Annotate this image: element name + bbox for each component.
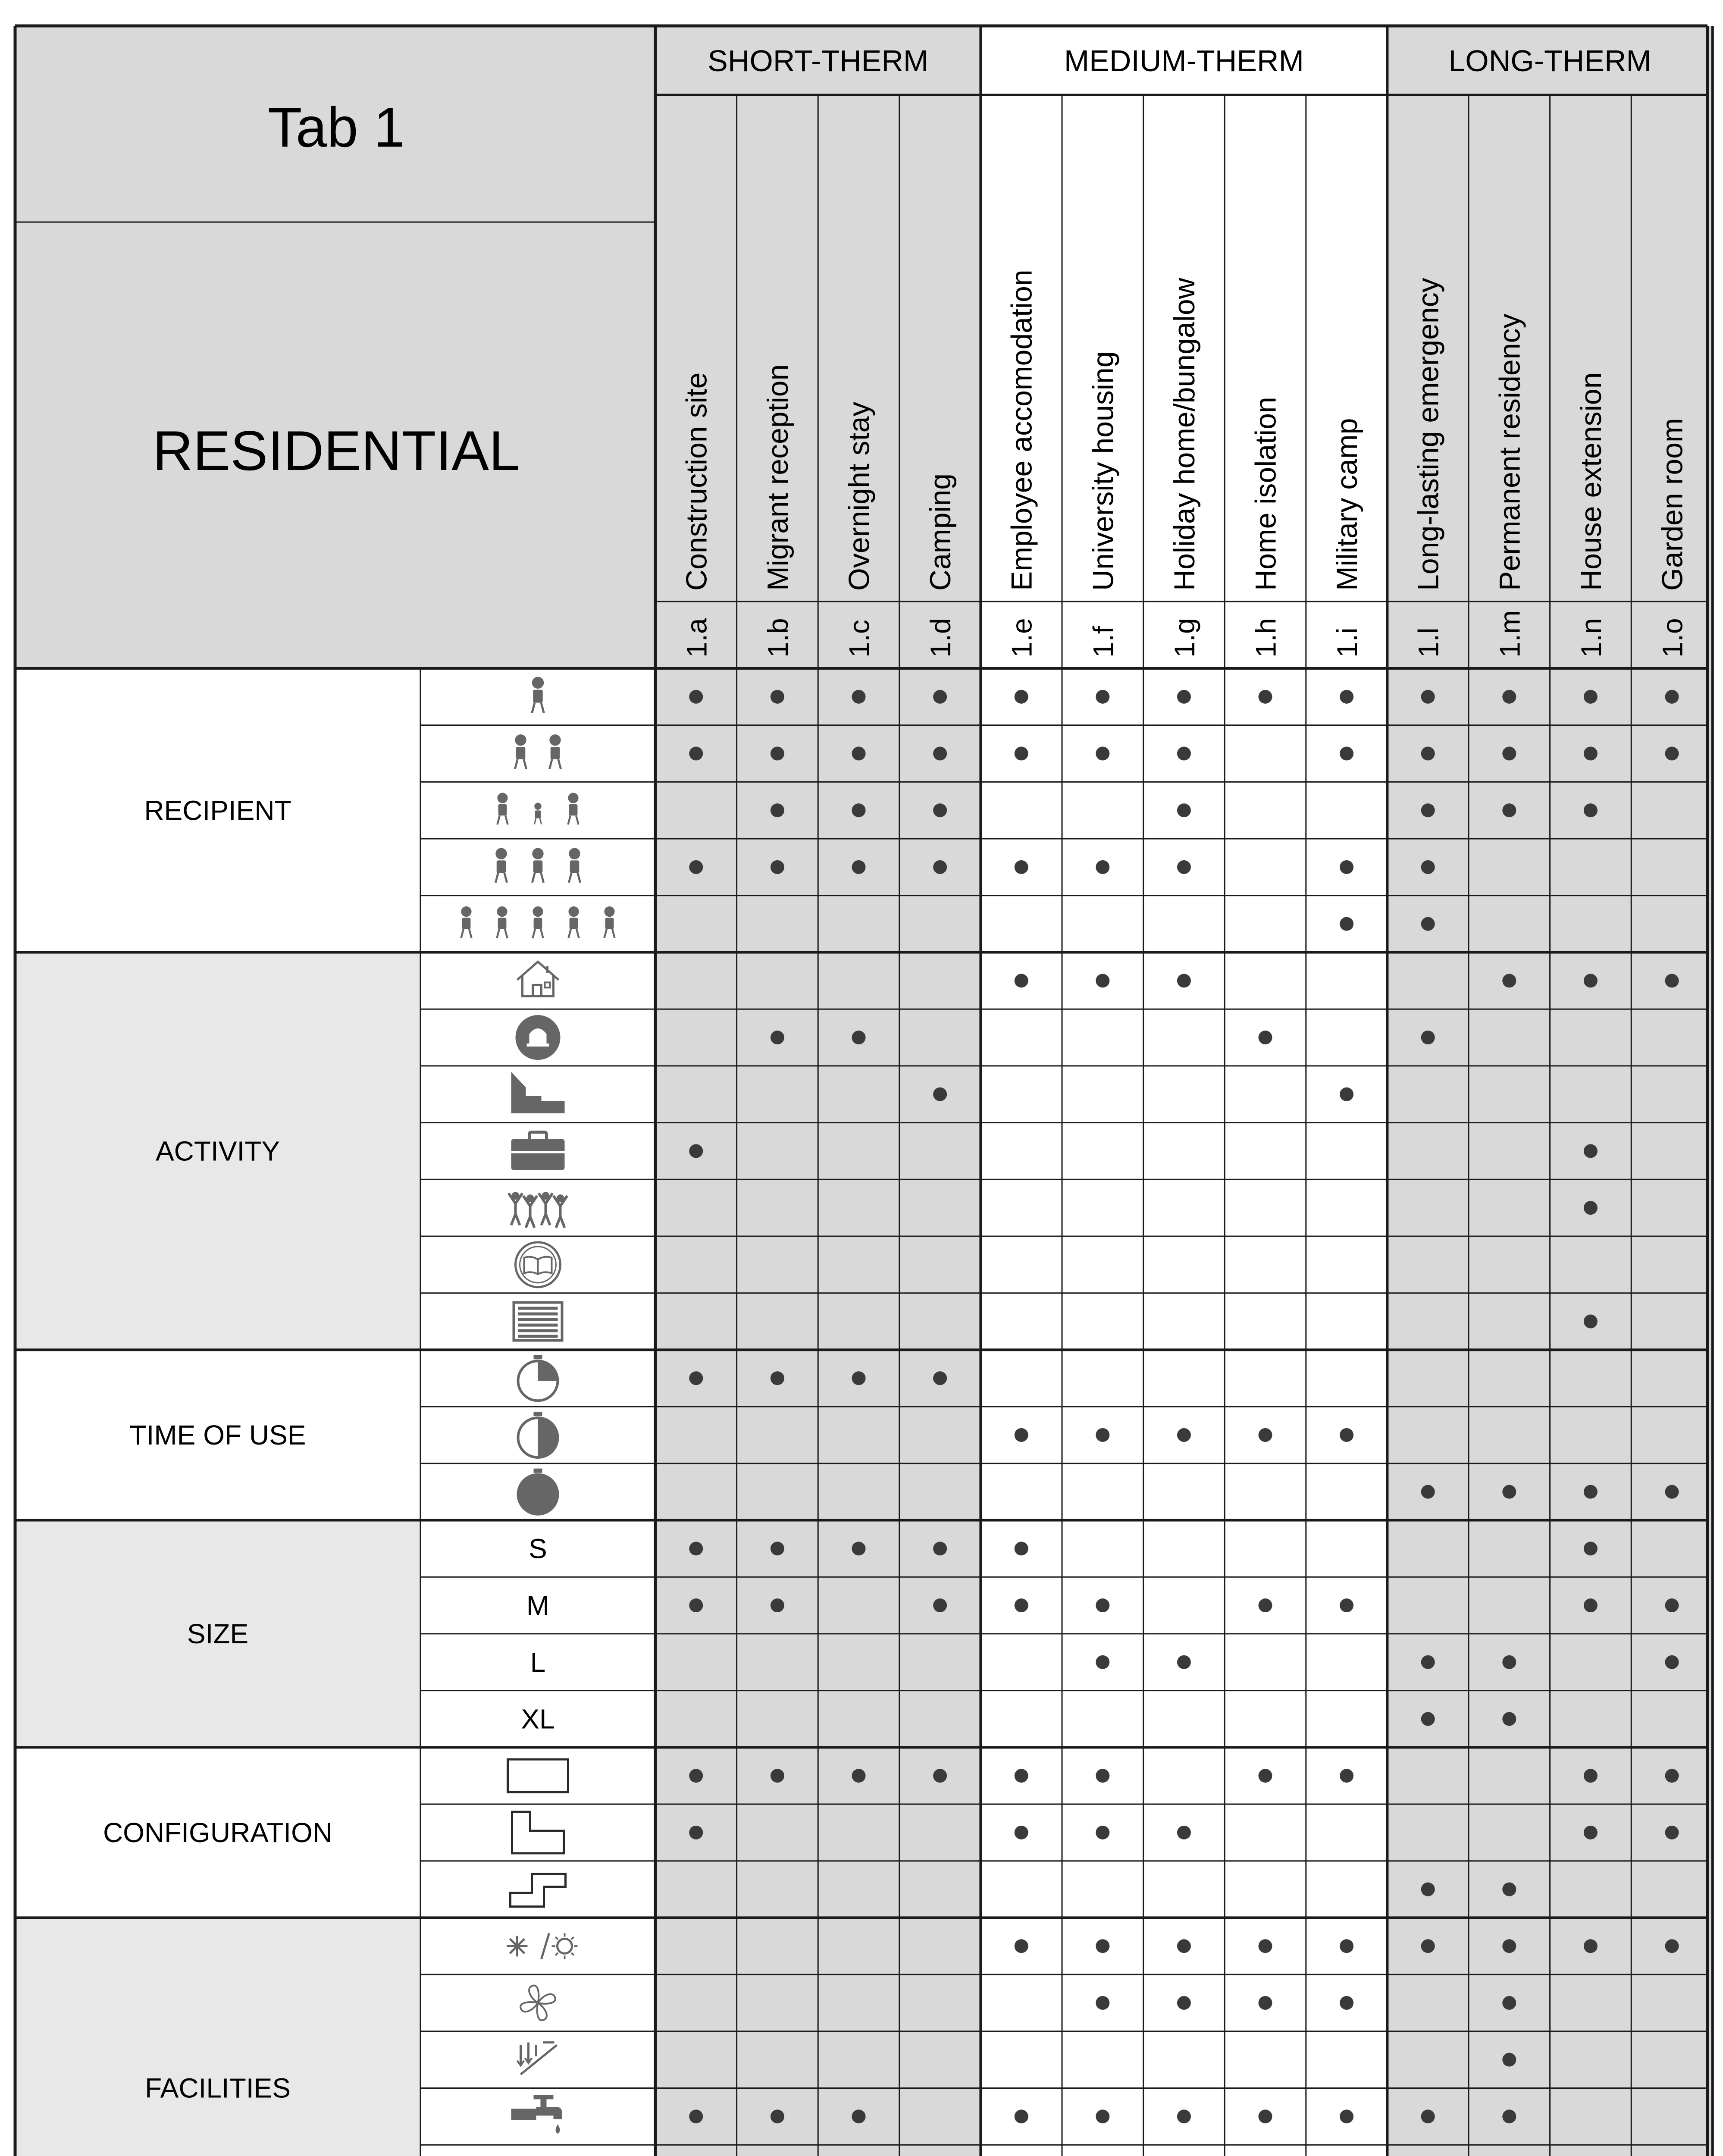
- dot-marker: [1177, 747, 1191, 761]
- dot-marker: [771, 860, 784, 874]
- dot-marker: [1421, 1939, 1435, 1953]
- size-label: S: [529, 1533, 547, 1564]
- dot-marker: [689, 2109, 703, 2123]
- dot-marker: [1177, 860, 1191, 874]
- dot-marker: [1340, 747, 1353, 761]
- dot-marker: [1584, 1826, 1598, 1839]
- dot-marker: [1502, 803, 1516, 817]
- dot-marker: [1502, 2109, 1516, 2123]
- dot-marker: [1177, 974, 1191, 987]
- dot-marker: [689, 1826, 703, 1839]
- column-name: Long-lasting emergency: [1412, 278, 1445, 591]
- dot-marker: [1421, 803, 1435, 817]
- dot-marker: [1421, 747, 1435, 761]
- dot-marker: [771, 803, 784, 817]
- page-title: RESIDENTIAL: [152, 419, 520, 482]
- dot-marker: [1177, 690, 1191, 704]
- group-header-1: MEDIUM-THERM: [1064, 44, 1304, 78]
- dot-marker: [1502, 1712, 1516, 1726]
- dot-marker: [1421, 917, 1435, 931]
- dot-marker: [689, 1769, 703, 1783]
- column-id: 1.n: [1575, 618, 1607, 658]
- dot-marker: [1502, 974, 1516, 987]
- column-name: Garden room: [1656, 418, 1689, 591]
- dot-marker: [771, 747, 784, 761]
- dot-marker: [1015, 1769, 1028, 1783]
- dot-marker: [933, 1769, 947, 1783]
- column-id: 1.b: [761, 618, 794, 658]
- column-name: Overnight stay: [843, 401, 876, 591]
- dot-marker: [1584, 803, 1598, 817]
- dot-marker: [852, 860, 866, 874]
- dot-marker: [933, 1087, 947, 1101]
- dot-marker: [1584, 1542, 1598, 1555]
- dot-marker: [1340, 1996, 1353, 2010]
- dot-marker: [1259, 690, 1272, 704]
- column-id: 1.h: [1250, 618, 1282, 658]
- dot-marker: [852, 2109, 866, 2123]
- dot-marker: [1665, 1485, 1679, 1499]
- column-name: Camping: [924, 473, 957, 591]
- dot-marker: [1340, 1598, 1353, 1612]
- dot-marker: [933, 690, 947, 704]
- dot-marker: [1502, 1996, 1516, 2010]
- column-name: Migrant reception: [761, 364, 794, 591]
- dot-marker: [1015, 1598, 1028, 1612]
- dot-marker: [1665, 747, 1679, 761]
- dot-marker: [771, 1031, 784, 1044]
- dot-marker: [1584, 1939, 1598, 1953]
- dot-marker: [689, 747, 703, 761]
- dot-marker: [1584, 1598, 1598, 1612]
- dot-marker: [689, 690, 703, 704]
- dot-marker: [1259, 1428, 1272, 1442]
- dot-marker: [1665, 1939, 1679, 1953]
- dot-marker: [1096, 1996, 1109, 2010]
- dot-marker: [1421, 1031, 1435, 1044]
- dot-marker: [1015, 1826, 1028, 1839]
- alarm-bell-icon: [516, 1015, 561, 1060]
- dot-marker: [1502, 1883, 1516, 1896]
- dot-marker: [1340, 1939, 1353, 1953]
- dot-marker: [1421, 690, 1435, 704]
- dot-marker: [1584, 1485, 1598, 1499]
- section-label: FACILITIES: [145, 2072, 291, 2104]
- dot-marker: [689, 860, 703, 874]
- dot-marker: [771, 1371, 784, 1385]
- dot-marker: [1665, 690, 1679, 704]
- dot-marker: [689, 1598, 703, 1612]
- dot-marker: [933, 1371, 947, 1385]
- dot-marker: [1340, 917, 1353, 931]
- dot-marker: [1015, 2109, 1028, 2123]
- dot-marker: [1340, 690, 1353, 704]
- dot-marker: [852, 1769, 866, 1783]
- dot-marker: [1584, 974, 1598, 987]
- dot-marker: [1096, 1428, 1109, 1442]
- dot-marker: [689, 1542, 703, 1555]
- dot-marker: [771, 1542, 784, 1555]
- dot-marker: [1584, 1769, 1598, 1783]
- dot-marker: [1259, 1598, 1272, 1612]
- dot-marker: [1096, 1655, 1109, 1669]
- group-header-0: SHORT-THERM: [708, 44, 929, 78]
- dot-marker: [1259, 1769, 1272, 1783]
- column-id: 1.m: [1494, 610, 1526, 658]
- dot-marker: [852, 1371, 866, 1385]
- column-id: 1.e: [1006, 618, 1038, 658]
- dot-marker: [1259, 1031, 1272, 1044]
- dot-marker: [1665, 1598, 1679, 1612]
- column-name: Permanent residency: [1493, 313, 1526, 591]
- dot-marker: [1177, 1996, 1191, 2010]
- dot-marker: [852, 747, 866, 761]
- dot-marker: [1096, 1769, 1109, 1783]
- dot-marker: [852, 1031, 866, 1044]
- dot-marker: [1421, 2109, 1435, 2123]
- dot-marker: [1340, 1087, 1353, 1101]
- row-icon-cell: [420, 1918, 655, 2156]
- dot-marker: [1259, 1939, 1272, 1953]
- section-label: RECIPIENT: [144, 795, 291, 826]
- dot-marker: [1584, 747, 1598, 761]
- dot-marker: [1015, 1542, 1028, 1555]
- dot-marker: [771, 2109, 784, 2123]
- dot-marker: [1096, 747, 1109, 761]
- dot-marker: [689, 1371, 703, 1385]
- column-id: 1.g: [1168, 618, 1200, 658]
- section-label: CONFIGURATION: [103, 1817, 333, 1848]
- dot-marker: [933, 1598, 947, 1612]
- column-id: 1.a: [680, 618, 713, 658]
- dot-marker: [1421, 1485, 1435, 1499]
- dot-marker: [1015, 747, 1028, 761]
- dot-marker: [1015, 1428, 1028, 1442]
- dot-marker: [933, 747, 947, 761]
- section-label: ACTIVITY: [155, 1135, 280, 1167]
- dot-marker: [1421, 1883, 1435, 1896]
- dot-marker: [1177, 2109, 1191, 2123]
- column-name: University housing: [1087, 351, 1120, 591]
- section-label: TIME OF USE: [129, 1419, 306, 1451]
- dot-marker: [771, 1769, 784, 1783]
- dot-marker: [1096, 1826, 1109, 1839]
- dot-marker: [1177, 1826, 1191, 1839]
- column-name: Holiday home/bungalow: [1168, 278, 1201, 591]
- column-name: House extension: [1574, 372, 1607, 591]
- row-icon-cell: [420, 1747, 655, 1918]
- dot-marker: [1340, 1428, 1353, 1442]
- column-name: Military camp: [1331, 418, 1364, 591]
- column-id: 1.l: [1412, 627, 1444, 658]
- dot-marker: [1015, 690, 1028, 704]
- size-label: L: [530, 1646, 546, 1678]
- dot-marker: [771, 690, 784, 704]
- dot-marker: [1015, 1939, 1028, 1953]
- dot-marker: [1177, 1939, 1191, 1953]
- dot-marker: [1502, 1939, 1516, 1953]
- column-id: 1.f: [1087, 626, 1119, 658]
- dot-marker: [933, 1542, 947, 1555]
- dot-marker: [689, 1144, 703, 1158]
- dot-marker: [1665, 1769, 1679, 1783]
- dot-marker: [1502, 690, 1516, 704]
- dot-marker: [1096, 2109, 1109, 2123]
- dot-marker: [852, 803, 866, 817]
- dot-marker: [1421, 1712, 1435, 1726]
- group-header-2: LONG-THERM: [1448, 44, 1651, 78]
- dot-marker: [1584, 690, 1598, 704]
- dot-marker: [1340, 2109, 1353, 2123]
- dot-marker: [1584, 1201, 1598, 1215]
- column-name: Construction site: [680, 372, 713, 591]
- section-label: SIZE: [187, 1618, 249, 1649]
- dot-marker: [1177, 1655, 1191, 1669]
- dot-marker: [1665, 1826, 1679, 1839]
- dot-marker: [933, 860, 947, 874]
- dot-marker: [1502, 1655, 1516, 1669]
- dot-marker: [1340, 860, 1353, 874]
- dot-marker: [1096, 1939, 1109, 1953]
- column-id: 1.c: [843, 619, 875, 658]
- dot-marker: [1502, 1485, 1516, 1499]
- dot-marker: [1015, 974, 1028, 987]
- dot-marker: [1177, 1428, 1191, 1442]
- dot-marker: [1177, 803, 1191, 817]
- column-name: Home isolation: [1249, 397, 1282, 591]
- dot-marker: [1340, 1769, 1353, 1783]
- dot-marker: [1421, 860, 1435, 874]
- dot-marker: [1096, 974, 1109, 987]
- dot-marker: [1502, 2053, 1516, 2067]
- dot-marker: [1502, 747, 1516, 761]
- group-body-bg: [981, 668, 1387, 2156]
- dot-marker: [1259, 1996, 1272, 2010]
- dot-marker: [1096, 860, 1109, 874]
- dot-marker: [771, 1598, 784, 1612]
- size-label: XL: [521, 1703, 555, 1735]
- size-label: M: [526, 1590, 550, 1621]
- dot-marker: [1665, 974, 1679, 987]
- dot-marker: [852, 690, 866, 704]
- dot-marker: [1665, 1655, 1679, 1669]
- tab-label: Tab 1: [267, 96, 405, 159]
- dot-marker: [1421, 1655, 1435, 1669]
- column-id: 1.i: [1331, 627, 1363, 658]
- dot-marker: [1096, 1598, 1109, 1612]
- dot-marker: [1584, 1315, 1598, 1329]
- column-name: Employee accomodation: [1005, 270, 1038, 591]
- dot-marker: [1015, 860, 1028, 874]
- column-id: 1.d: [924, 618, 957, 658]
- dot-marker: [1096, 690, 1109, 704]
- dot-marker: [1259, 2109, 1272, 2123]
- column-id: 1.o: [1656, 618, 1689, 658]
- dot-marker: [933, 803, 947, 817]
- dot-marker: [852, 1542, 866, 1555]
- dot-marker: [1584, 1144, 1598, 1158]
